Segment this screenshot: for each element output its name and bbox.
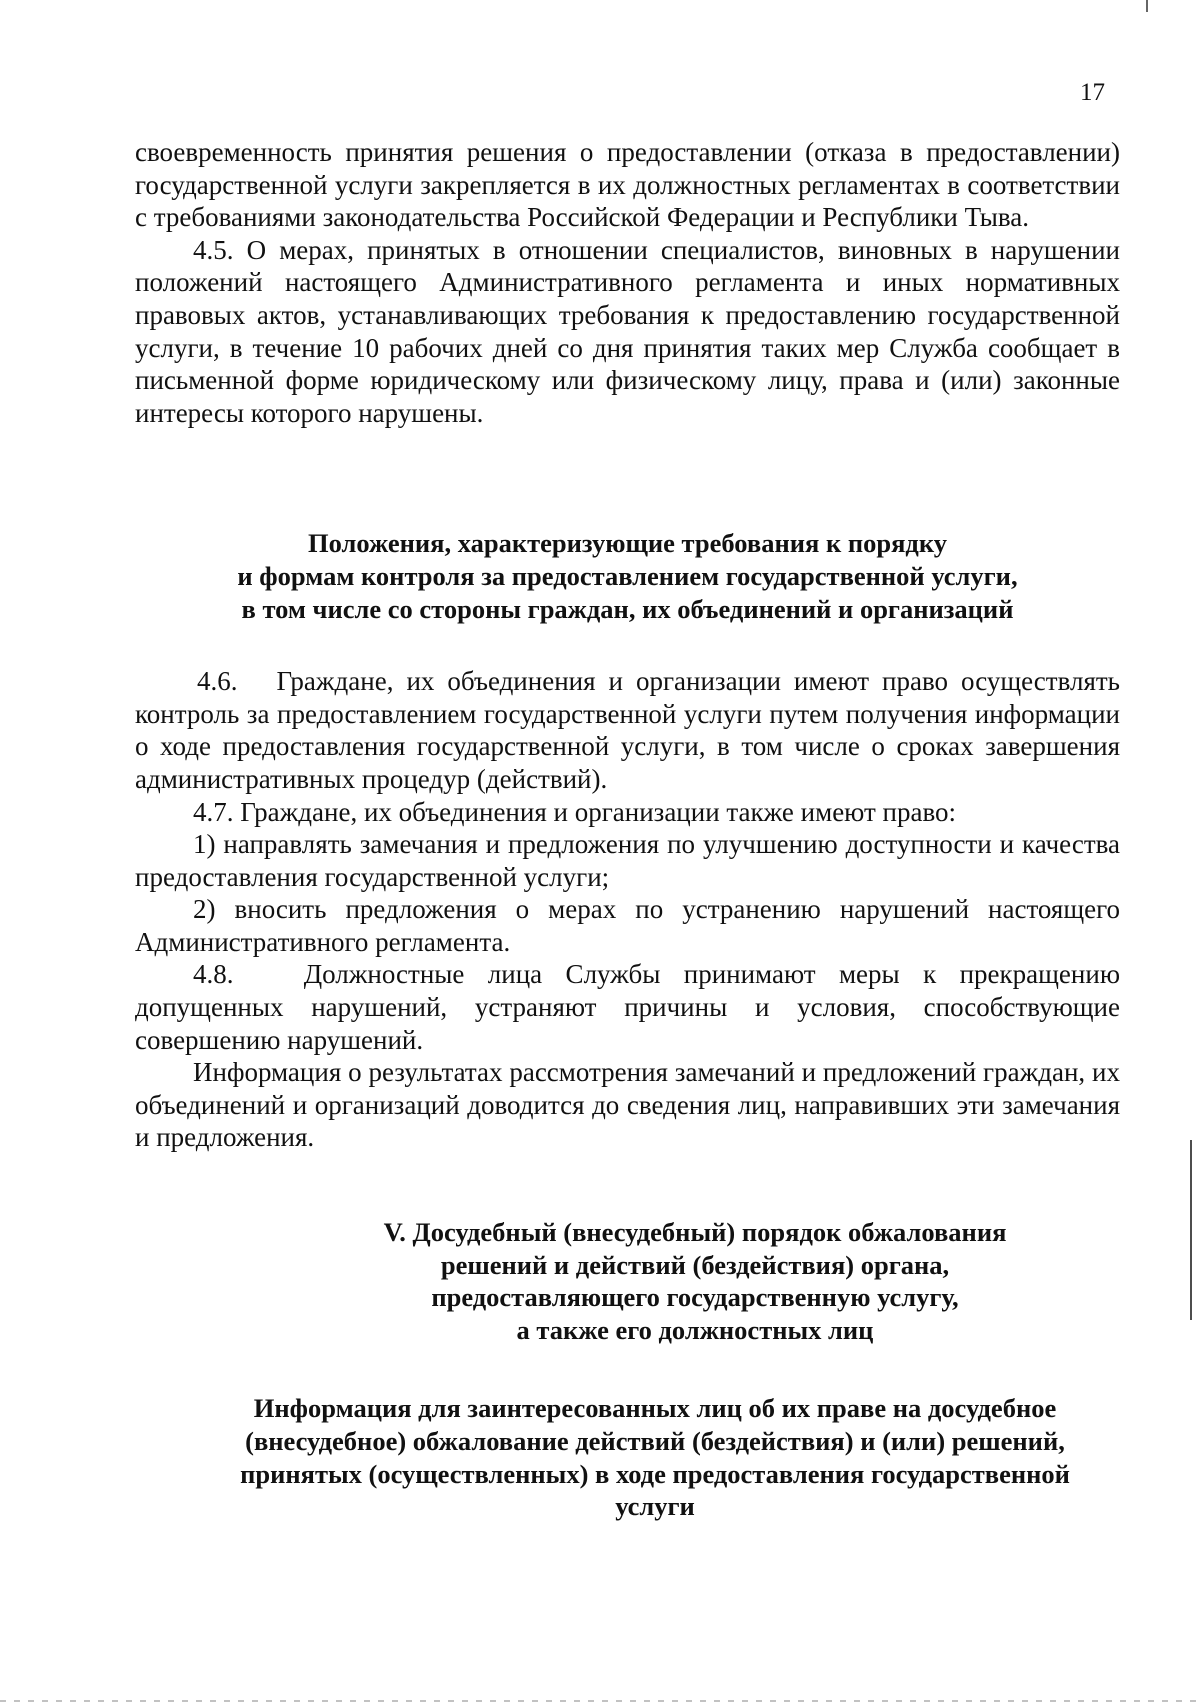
heading-line: Информация для заинтересованных лиц об их праве на досудебное — [253, 1393, 1057, 1424]
heading-line: и формам контроля за предоставлением государственной услуги, — [237, 560, 1018, 591]
page-number: 17 — [1080, 79, 1105, 106]
heading-line: а также его должностных лиц — [516, 1314, 874, 1345]
scan-artifact — [0, 1700, 1200, 1702]
heading-line: услуги — [615, 1491, 695, 1522]
section-heading-v — [245, 1216, 1145, 1346]
section-heading-control — [135, 527, 1120, 625]
scan-artifact — [1190, 1140, 1192, 1320]
heading-line: принятых (осуществленных) в ходе предоставления государственной — [240, 1458, 1070, 1489]
heading-line: решений и действий (бездействия) органа, — [440, 1249, 950, 1280]
paragraph-information: Информация о результатах рассмотрения замечаний и предложений граждан, их объединений и организаций доводится до сведения лиц, направивших эти замечания и предложения. — [135, 1057, 1120, 1153]
heading-line: Положения, характеризующие требования к порядку — [308, 528, 947, 559]
scan-artifact — [1146, 0, 1148, 12]
document-body — [135, 136, 1120, 1523]
paragraph-4-5: 4.5. О мерах, принятых в отношении специалистов, виновных в нарушении положений настоящего Административного регламента и иных нормативных правовых актов, устанавливающих требования к предоставлению государственной услуги, в течение 10 рабочих дней со дня принятия таких мер Служба сообщает в письменной форме юридическому или физическому лицу, права и (или) законные интересы которого нарушены. — [135, 234, 1120, 428]
heading-line: предоставляющего государственную услугу, — [431, 1282, 959, 1313]
paragraph-4-7: 4.7. Граждане, их объединения и организации также имеют право: — [193, 796, 957, 827]
paragraph-continuation: своевременность принятия решения о предоставлении (отказа в предоставлении) государственной услуги закрепляется в их должностных регламентах в соответствии с требованиями законодательства Российской Федерации и Республики Тыва. — [135, 137, 1120, 233]
heading-line: V. Досудебный (внесудебный) порядок обжалования — [383, 1217, 1007, 1248]
heading-line: (внесудебное) обжалование действий (бездействия) и (или) решений, — [245, 1426, 1065, 1456]
paragraph-4-6: 4.6. Граждане, их объединения и организации имеют право осуществлять контроль за предоставлением государственной услуги путем получения информации о ходе предоставления государственной услуги, в том числе о сроках завершения административных процедур (действий). — [135, 666, 1120, 794]
paragraph-item-2: 2) вносить предложения о мерах по устранению нарушений настоящего Административного регламента. — [135, 894, 1120, 957]
paragraph-item-1: 1) направлять замечания и предложения по улучшению доступности и качества предоставления государственной услуги; — [135, 829, 1120, 892]
heading-line: в том числе со стороны граждан, их объединений и организаций — [241, 593, 1014, 624]
paragraph-4-8: 4.8. Должностные лица Службы принимают меры к прекращению допущенных нарушений, устраняют причины и условия, способствующие совершению нарушений. — [135, 959, 1120, 1055]
subsection-heading-appeal-info — [175, 1392, 1135, 1522]
